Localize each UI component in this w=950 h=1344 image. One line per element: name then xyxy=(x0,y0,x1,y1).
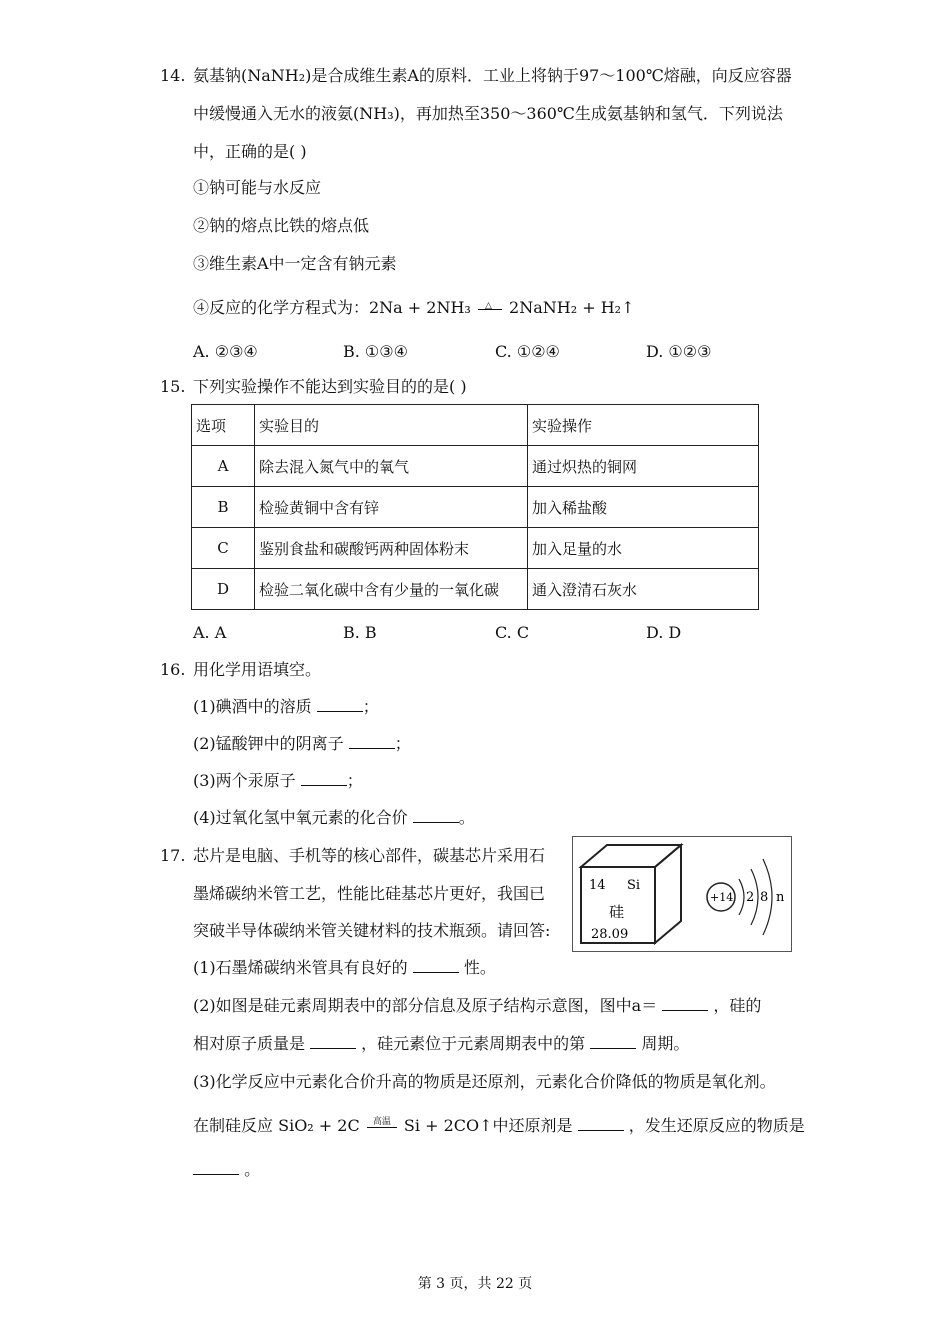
q17-equation-condition: 高温 xyxy=(372,1116,391,1127)
nucleus-charge: +14 xyxy=(710,891,734,904)
q17-part-2b xyxy=(193,1034,689,1054)
q16-item-2-end: ； xyxy=(394,734,411,753)
q14-equation-left: ④反应的化学方程式为：2Na + 2NH₃ xyxy=(193,298,471,317)
q16-item-2-text: (2)锰酸钾中的阴离子 xyxy=(193,734,349,753)
table-header-cell: 实验目的 xyxy=(255,405,528,446)
question-number-15: 15. xyxy=(160,377,186,396)
q17-part-2a-text: (2)如图是硅元素周期表中的部分信息及原子结构示意图，图中a＝ xyxy=(193,996,663,1015)
q17-equation-arrow xyxy=(365,1116,399,1135)
q17-intro-2: 墨烯碳纳米管工艺，性能比硅基芯片更好，我国已 xyxy=(193,884,546,903)
answer-blank[interactable] xyxy=(349,734,395,749)
answer-blank[interactable] xyxy=(578,1116,624,1131)
atomic-mass: 28.09 xyxy=(591,927,629,942)
table-cell: 除去混入氮气中的氧气 xyxy=(255,446,528,487)
q17-intro-3: 突破半导体碳纳米管关键材料的技术瓶颈。请回答: xyxy=(193,921,551,940)
q16-item-2 xyxy=(193,734,411,754)
q16-item-4-end: 。 xyxy=(458,808,475,827)
q14-equation-arrow xyxy=(476,301,504,317)
table-cell: 检验黄铜中含有锌 xyxy=(255,487,528,528)
q14-option-b[interactable]: B. ①③④ xyxy=(343,342,408,361)
q14-equation-condition: △ xyxy=(484,300,492,311)
answer-blank[interactable] xyxy=(662,996,708,1011)
q17-part-3b-mid: 中还原剂是 xyxy=(492,1116,578,1135)
q16-item-1 xyxy=(193,697,379,717)
periodic-cube-icon xyxy=(573,837,791,951)
answer-blank[interactable] xyxy=(193,1160,239,1175)
table-cell: 鉴别食盐和碳酸钙两种固体粉末 xyxy=(255,528,528,569)
table-row xyxy=(192,569,759,610)
q15-option-b[interactable]: B. B xyxy=(343,623,377,642)
q17-part-1-end: 性。 xyxy=(458,958,496,977)
q15-option-a[interactable]: A. A xyxy=(193,623,227,642)
q15-option-d[interactable]: D. D xyxy=(646,623,682,642)
q17-equation-right: Si + 2CO↑ xyxy=(403,1116,493,1135)
q14-statement-4 xyxy=(193,298,634,318)
q17-part-1-text: (1)石墨烯碳纳米管具有良好的 xyxy=(193,958,413,977)
q14-option-c[interactable]: C. ①②④ xyxy=(495,342,560,361)
answer-blank[interactable] xyxy=(310,1034,356,1049)
q16-item-1-end: ； xyxy=(362,697,379,716)
question-number-14: 14. xyxy=(160,66,186,85)
q14-option-d[interactable]: D. ①②③ xyxy=(646,342,712,361)
q14-equation-right: 2NaNH₂ + H₂↑ xyxy=(509,298,635,317)
q17-part-3c-end: 。 xyxy=(239,1160,261,1179)
table-header-cell: 实验操作 xyxy=(528,405,759,446)
question-number-16: 16. xyxy=(160,660,186,679)
equals-line-icon xyxy=(478,309,502,310)
silicon-figure xyxy=(572,836,792,952)
answer-blank[interactable] xyxy=(301,771,347,786)
q16-item-4 xyxy=(193,808,475,828)
q17-part-2b-mid: ，硅元素位于元素周期表中的第 xyxy=(356,1034,591,1053)
q17-part-2b-text: 相对原子质量是 xyxy=(193,1034,311,1053)
shell-2-electrons: 8 xyxy=(760,890,769,905)
table-row xyxy=(192,446,759,487)
question-number-17: 17. xyxy=(160,846,186,865)
experiment-table xyxy=(191,404,759,610)
q14-statement-2: ②钠的熔点比铁的熔点低 xyxy=(193,216,370,235)
table-cell: 通入澄清石灰水 xyxy=(528,569,759,610)
table-cell: D xyxy=(192,569,255,610)
q16-item-3 xyxy=(193,771,363,791)
q17-part-3b xyxy=(193,1116,805,1136)
q16-stem: 用化学用语填空。 xyxy=(193,660,322,679)
table-cell: 检验二氧化碳中含有少量的一氧化碳 xyxy=(255,569,528,610)
answer-blank[interactable] xyxy=(413,958,459,973)
answer-blank[interactable] xyxy=(317,697,363,712)
element-symbol: Si xyxy=(627,878,641,893)
q17-part-2b-end: 周期。 xyxy=(636,1034,690,1053)
q17-part-3b-end: ，发生还原反应的物质是 xyxy=(623,1116,805,1135)
q14-statement-3: ③维生素A中一定含有钠元素 xyxy=(193,254,397,273)
q17-part-3: (3)化学反应中元素化合价升高的物质是还原剂，元素化合价降低的物质是氧化剂。 xyxy=(193,1072,776,1091)
table-cell: 加入稀盐酸 xyxy=(528,487,759,528)
q16-item-4-text: (4)过氧化氢中氧元素的化合价 xyxy=(193,808,413,827)
table-row xyxy=(192,528,759,569)
answer-blank[interactable] xyxy=(590,1034,636,1049)
table-header-cell: 选项 xyxy=(192,405,255,446)
q17-equation-left: SiO₂ + 2C xyxy=(278,1116,360,1135)
q14-line-3: 中，正确的是( ) xyxy=(193,142,307,161)
q17-part-1 xyxy=(193,958,496,978)
q17-part-2a xyxy=(193,996,761,1016)
q14-statement-1: ①钠可能与水反应 xyxy=(193,178,322,197)
table-cell: A xyxy=(192,446,255,487)
shell-3-electrons: n xyxy=(776,890,785,905)
q16-item-3-text: (3)两个汞原子 xyxy=(193,771,301,790)
q14-line-2: 中缓慢通入无水的液氨(NH₃)，再加热至350～360℃生成氨基钠和氢气．下列说法 xyxy=(193,104,783,123)
page-footer: 第 3 页，共 22 页 xyxy=(417,1276,533,1292)
q17-intro-1: 芯片是电脑、手机等的核心部件，碳基芯片采用石 xyxy=(193,846,546,865)
table-cell: B xyxy=(192,487,255,528)
table-cell: 通过炽热的铜网 xyxy=(528,446,759,487)
q17-part-3b-text: 在制硅反应 xyxy=(193,1116,274,1135)
q16-item-1-text: (1)碘酒中的溶质 xyxy=(193,697,317,716)
q17-part-3c xyxy=(193,1160,260,1180)
table-cell: C xyxy=(192,528,255,569)
table-header-row xyxy=(192,405,759,446)
equals-line-icon xyxy=(367,1127,397,1128)
element-name: 硅 xyxy=(609,903,625,921)
q14-option-a[interactable]: A. ②③④ xyxy=(193,342,258,361)
q14-line-1: 氨基钠(NaNH₂)是合成维生素A的原料．工业上将钠于97～100℃熔融，向反应容器 xyxy=(193,66,792,85)
table-row xyxy=(192,487,759,528)
q16-item-3-end: ； xyxy=(346,771,363,790)
table-cell: 加入足量的水 xyxy=(528,528,759,569)
q17-part-2a-end: ，硅的 xyxy=(708,996,762,1015)
answer-blank[interactable] xyxy=(413,808,459,823)
q15-stem: 下列实验操作不能达到实验目的的是( ) xyxy=(193,377,467,396)
atomic-number: 14 xyxy=(589,878,606,893)
q15-option-c[interactable]: C. C xyxy=(495,623,530,642)
shell-1-electrons: 2 xyxy=(746,890,755,905)
